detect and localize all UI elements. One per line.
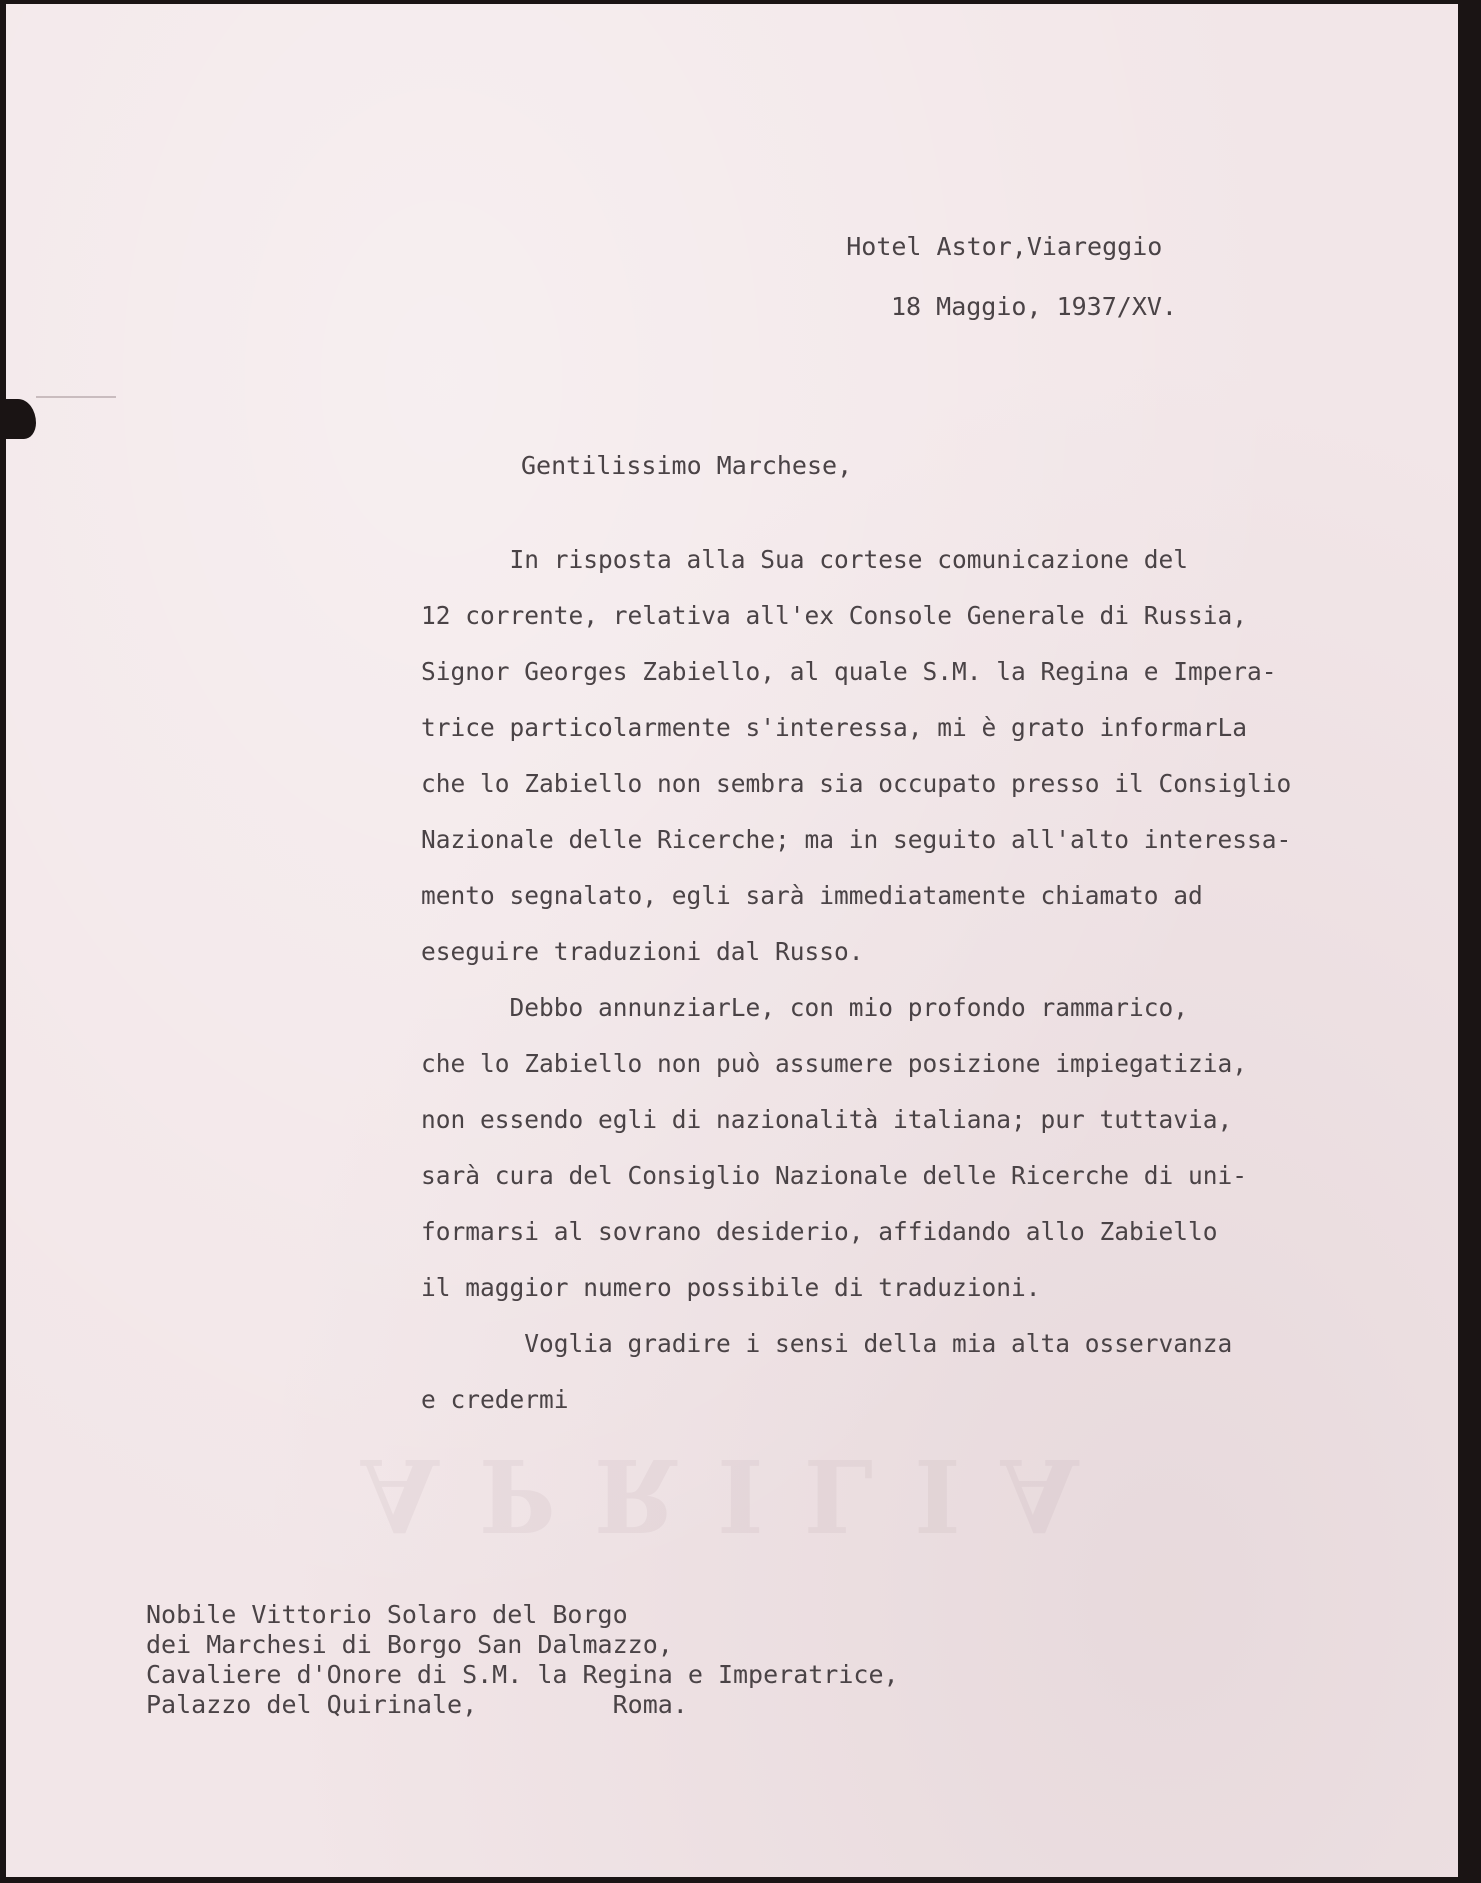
body-line: sarà cura del Consiglio Nazionale delle Ricerche di uni-	[421, 1161, 1248, 1190]
addressee-line: dei Marchesi di Borgo San Dalmazzo,	[146, 1630, 673, 1659]
addressee-line: Palazzo del Quirinale, Roma.	[146, 1690, 688, 1719]
place-line: Hotel Astor,Viareggio	[846, 232, 1163, 261]
body-line: 12 corrente, relativa all'ex Console Generale di Russia,	[421, 601, 1248, 630]
torn-edge	[6, 399, 36, 439]
paper-watermark: APRILIA	[361, 1436, 1119, 1554]
body-line: Voglia gradire i sensi della mia alta osservanza	[421, 1329, 1233, 1358]
addressee-line: Cavaliere d'Onore di S.M. la Regina e Imperatrice,	[146, 1660, 899, 1689]
addressee-block	[146, 1600, 899, 1720]
body-line: formarsi al sovrano desiderio, affidando allo Zabiello	[421, 1217, 1218, 1246]
body-line: Debbo annunziarLe, con mio profondo rammarico,	[421, 993, 1189, 1022]
paper-crease	[36, 396, 116, 398]
body-line: che lo Zabiello non sembra sia occupato presso il Consiglio	[421, 769, 1292, 798]
body-line: e credermi	[421, 1385, 569, 1414]
body-line: che lo Zabiello non può assumere posizione impiegatizia,	[421, 1049, 1248, 1078]
body-line: trice particolarmente s'interessa, mi è grato informarLa	[421, 713, 1248, 742]
body-line: Signor Georges Zabiello, al quale S.M. la Regina e Impera-	[421, 657, 1277, 686]
body-line: mento segnalato, egli sarà immediatamente chiamato ad	[421, 881, 1203, 910]
salutation: Gentilissimo Marchese,	[521, 451, 853, 480]
letter-body	[421, 532, 1431, 1428]
body-line: In risposta alla Sua cortese comunicazione del	[421, 545, 1189, 574]
body-line: non essendo egli di nazionalità italiana; pur tuttavia,	[421, 1105, 1233, 1134]
addressee-line: Nobile Vittorio Solaro del Borgo	[146, 1600, 628, 1629]
body-line: il maggior numero possibile di traduzioni.	[421, 1273, 1041, 1302]
body-line: eseguire traduzioni dal Russo.	[421, 937, 864, 966]
body-line: Nazionale delle Ricerche; ma in seguito all'alto interessa-	[421, 825, 1292, 854]
letter-page	[6, 4, 1458, 1877]
letter-heading	[786, 202, 1177, 382]
date-line: 18 Maggio, 1937/XV.	[891, 292, 1177, 321]
